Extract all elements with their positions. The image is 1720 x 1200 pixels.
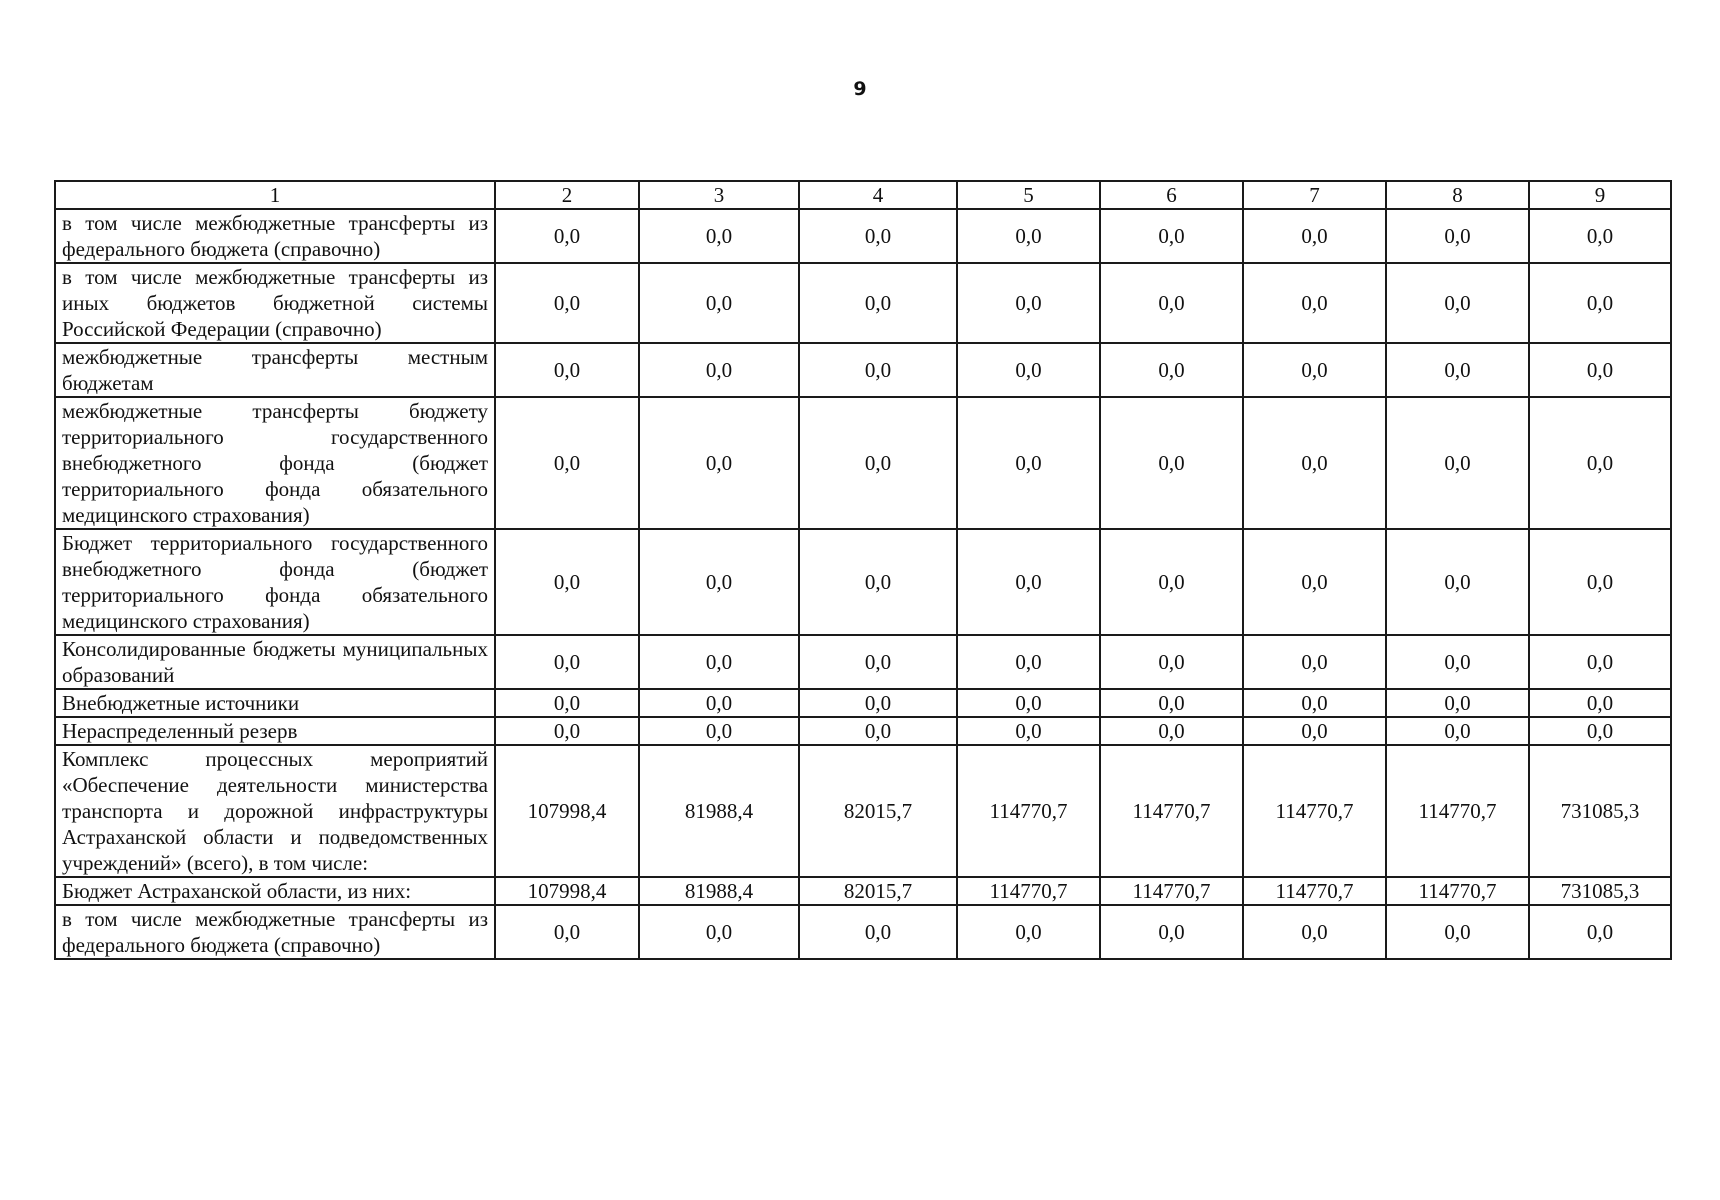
table-row: [55, 343, 1671, 397]
cell-value: 114770,7: [1100, 877, 1243, 905]
cell-value: 0,0: [1529, 529, 1671, 635]
row-label: в том числе межбюджетные трансферты из иных бюджетов бюджетной системы Российской Федерации (справочно): [55, 263, 495, 343]
cell-value: 0,0: [1100, 717, 1243, 745]
cell-value: 81988,4: [639, 745, 799, 877]
cell-value: 0,0: [1386, 635, 1529, 689]
cell-value: 0,0: [1100, 343, 1243, 397]
cell-value: 0,0: [957, 209, 1100, 263]
row-label: Бюджет Астраханской области, из них:: [55, 877, 495, 905]
cell-value: 0,0: [495, 905, 639, 959]
cell-value: 0,0: [1386, 717, 1529, 745]
table-row: [55, 209, 1671, 263]
cell-value: 0,0: [1529, 263, 1671, 343]
column-header: 5: [957, 181, 1100, 209]
row-label: Бюджет территориального государственного внебюджетного фонда (бюджет территориального фонда обязательного медицинского страхования): [55, 529, 495, 635]
cell-value: 0,0: [495, 209, 639, 263]
cell-value: 0,0: [1243, 529, 1386, 635]
cell-value: 0,0: [1386, 397, 1529, 529]
cell-value: 0,0: [957, 905, 1100, 959]
cell-value: 0,0: [957, 343, 1100, 397]
table-row: [55, 635, 1671, 689]
row-label: межбюджетные трансферты местным бюджетам: [55, 343, 495, 397]
cell-value: 0,0: [799, 529, 957, 635]
cell-value: 0,0: [495, 529, 639, 635]
row-label: Нераспределенный резерв: [55, 717, 495, 745]
cell-value: 0,0: [639, 397, 799, 529]
column-header: 6: [1100, 181, 1243, 209]
cell-value: 114770,7: [1386, 877, 1529, 905]
row-label: в том числе межбюджетные трансферты из федерального бюджета (справочно): [55, 905, 495, 959]
table-row: [55, 689, 1671, 717]
cell-value: 0,0: [639, 263, 799, 343]
cell-value: 0,0: [1386, 209, 1529, 263]
cell-value: 0,0: [1529, 689, 1671, 717]
cell-value: 0,0: [495, 717, 639, 745]
cell-value: 82015,7: [799, 745, 957, 877]
cell-value: 0,0: [1100, 263, 1243, 343]
cell-value: 0,0: [1100, 209, 1243, 263]
cell-value: 0,0: [495, 343, 639, 397]
cell-value: 0,0: [957, 635, 1100, 689]
cell-value: 0,0: [1243, 905, 1386, 959]
row-label: Комплекс процессных мероприятий «Обеспечение деятельности министерства транспорта и дорожной инфраструктуры Астраханской области и подведомственных учреждений» (всего), в том числе:: [55, 745, 495, 877]
cell-value: 0,0: [1386, 689, 1529, 717]
cell-value: 82015,7: [799, 877, 957, 905]
column-header: 2: [495, 181, 639, 209]
cell-value: 0,0: [799, 263, 957, 343]
cell-value: 0,0: [957, 397, 1100, 529]
cell-value: 114770,7: [957, 745, 1100, 877]
cell-value: 0,0: [799, 343, 957, 397]
cell-value: 0,0: [639, 529, 799, 635]
cell-value: 0,0: [639, 905, 799, 959]
cell-value: 114770,7: [1243, 877, 1386, 905]
cell-value: 0,0: [1243, 635, 1386, 689]
cell-value: 0,0: [495, 263, 639, 343]
cell-value: 0,0: [957, 717, 1100, 745]
page-number: 9: [853, 78, 867, 100]
cell-value: 0,0: [639, 717, 799, 745]
table-row: [55, 905, 1671, 959]
cell-value: 0,0: [495, 689, 639, 717]
column-header: 9: [1529, 181, 1671, 209]
cell-value: 0,0: [639, 343, 799, 397]
cell-value: 81988,4: [639, 877, 799, 905]
cell-value: 0,0: [1529, 635, 1671, 689]
budget-table: [54, 180, 1672, 960]
cell-value: 0,0: [799, 209, 957, 263]
cell-value: 0,0: [799, 689, 957, 717]
cell-value: 0,0: [957, 263, 1100, 343]
cell-value: 731085,3: [1529, 745, 1671, 877]
cell-value: 0,0: [639, 689, 799, 717]
cell-value: 0,0: [1386, 343, 1529, 397]
cell-value: 0,0: [495, 635, 639, 689]
cell-value: 0,0: [1243, 717, 1386, 745]
table-header-row: [55, 181, 1671, 209]
cell-value: 0,0: [1243, 343, 1386, 397]
cell-value: 0,0: [1100, 397, 1243, 529]
cell-value: 0,0: [1386, 905, 1529, 959]
cell-value: 0,0: [957, 689, 1100, 717]
cell-value: 0,0: [1529, 717, 1671, 745]
column-header: 3: [639, 181, 799, 209]
cell-value: 0,0: [639, 209, 799, 263]
cell-value: 107998,4: [495, 877, 639, 905]
cell-value: 0,0: [799, 717, 957, 745]
row-label: в том числе межбюджетные трансферты из федерального бюджета (справочно): [55, 209, 495, 263]
column-header: 4: [799, 181, 957, 209]
cell-value: 731085,3: [1529, 877, 1671, 905]
cell-value: 114770,7: [1100, 745, 1243, 877]
table-row: [55, 529, 1671, 635]
cell-value: 0,0: [1529, 905, 1671, 959]
cell-value: 0,0: [1243, 397, 1386, 529]
cell-value: 114770,7: [957, 877, 1100, 905]
cell-value: 114770,7: [1386, 745, 1529, 877]
table-row: [55, 745, 1671, 877]
cell-value: 0,0: [1529, 343, 1671, 397]
cell-value: 0,0: [1100, 529, 1243, 635]
table-row: [55, 263, 1671, 343]
cell-value: 0,0: [495, 397, 639, 529]
cell-value: 0,0: [957, 529, 1100, 635]
column-header: 1: [55, 181, 495, 209]
table-row: [55, 397, 1671, 529]
cell-value: 0,0: [1243, 689, 1386, 717]
cell-value: 114770,7: [1243, 745, 1386, 877]
table-row: [55, 877, 1671, 905]
cell-value: 0,0: [1243, 263, 1386, 343]
cell-value: 0,0: [639, 635, 799, 689]
column-header: 7: [1243, 181, 1386, 209]
table-row: [55, 717, 1671, 745]
cell-value: 0,0: [1529, 397, 1671, 529]
cell-value: 0,0: [1529, 209, 1671, 263]
cell-value: 107998,4: [495, 745, 639, 877]
row-label: Консолидированные бюджеты муниципальных образований: [55, 635, 495, 689]
row-label: Внебюджетные источники: [55, 689, 495, 717]
cell-value: 0,0: [799, 905, 957, 959]
cell-value: 0,0: [1243, 209, 1386, 263]
row-label: межбюджетные трансферты бюджету территориального государственного внебюджетного фонда (бюджет территориального фонда обязательного медицинского страхования): [55, 397, 495, 529]
cell-value: 0,0: [1386, 529, 1529, 635]
cell-value: 0,0: [1386, 263, 1529, 343]
cell-value: 0,0: [799, 397, 957, 529]
cell-value: 0,0: [799, 635, 957, 689]
cell-value: 0,0: [1100, 905, 1243, 959]
cell-value: 0,0: [1100, 689, 1243, 717]
column-header: 8: [1386, 181, 1529, 209]
cell-value: 0,0: [1100, 635, 1243, 689]
